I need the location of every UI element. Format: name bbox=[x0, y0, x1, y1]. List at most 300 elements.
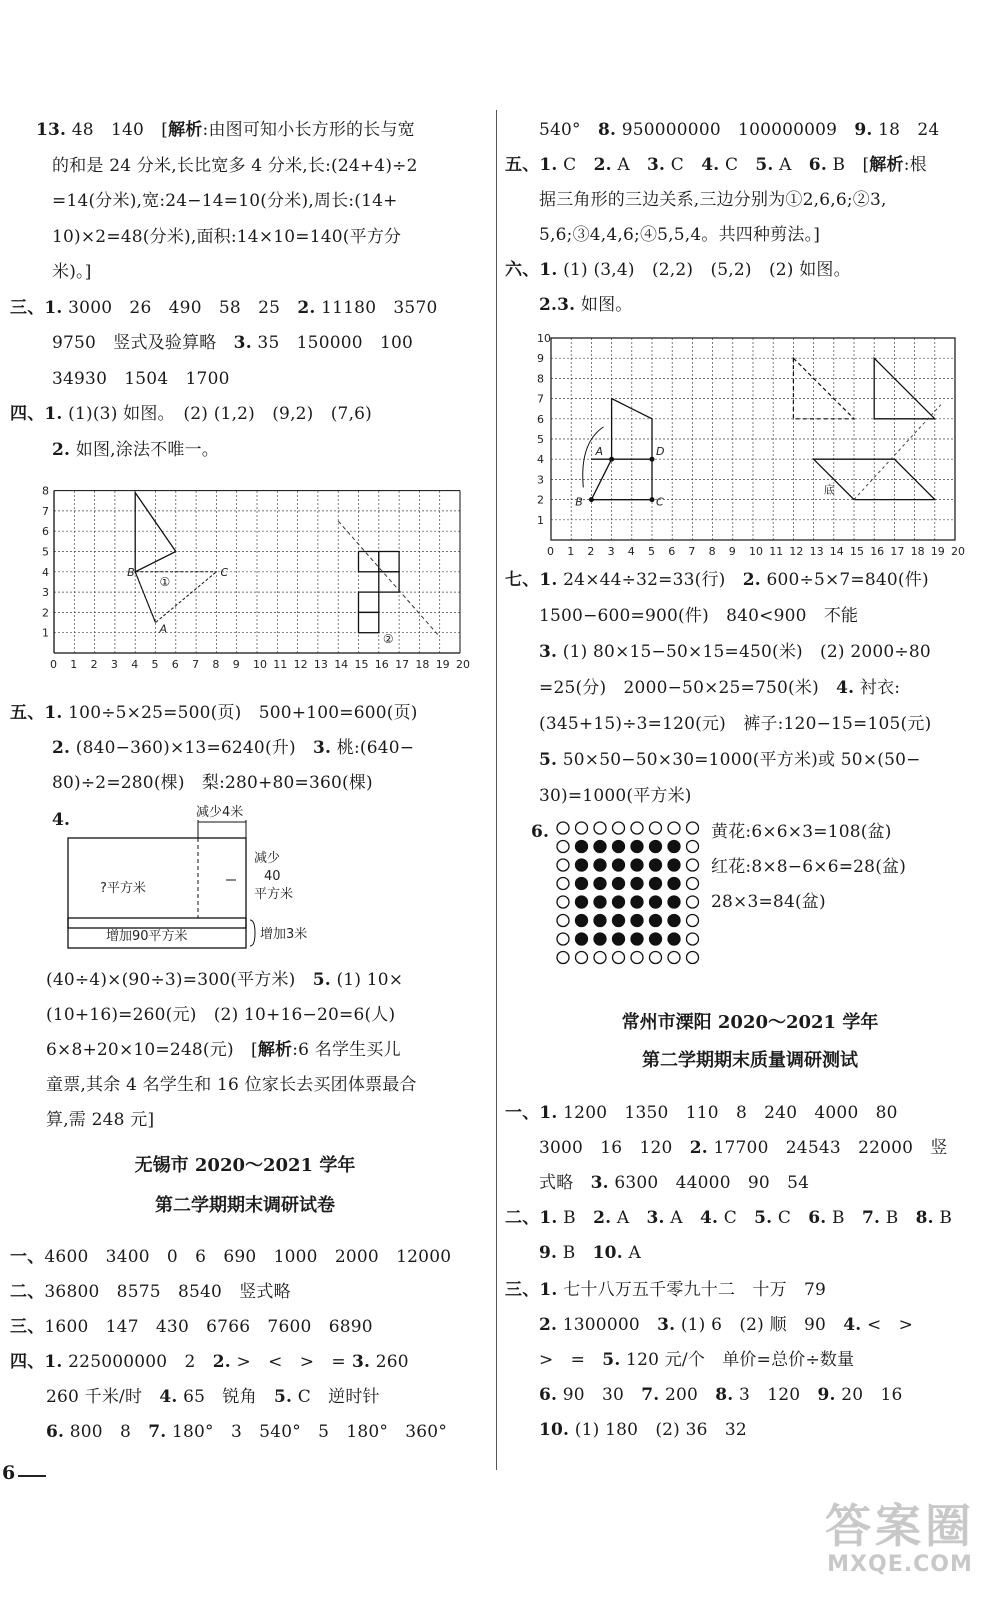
y-tick-label: 4 bbox=[42, 565, 49, 579]
answer-text: B bbox=[557, 1243, 593, 1263]
flower-calc-line: 黄花:6×6×3=108(盆) bbox=[711, 822, 892, 842]
answer-text: =25(分) 2000−50×25=750(米) bbox=[539, 678, 837, 698]
question-number: 5. bbox=[602, 1350, 621, 1370]
question-number: 七、1. bbox=[505, 570, 558, 590]
question-number: 一、 bbox=[10, 1247, 45, 1267]
empty-dot bbox=[687, 859, 699, 871]
x-tick-label: 1 bbox=[567, 545, 575, 558]
answer-text: 6×8+20×10=248(元) [ bbox=[46, 1040, 258, 1060]
x-tick-label: 18 bbox=[910, 545, 925, 558]
point-a bbox=[609, 457, 614, 462]
increase-height-label: 增加3米 bbox=[260, 927, 308, 942]
answer-text: 1600 147 430 6766 7600 6890 bbox=[44, 1317, 373, 1337]
question-number: 3. bbox=[590, 1173, 609, 1193]
answer-text: 225000000 2 bbox=[62, 1352, 213, 1372]
question-number: 4. bbox=[699, 1208, 719, 1228]
x-tick-label: 14 bbox=[829, 545, 844, 558]
answer-line bbox=[539, 225, 820, 245]
answer-text: 11180 3570 bbox=[315, 297, 438, 318]
answer-text: 米)。] bbox=[52, 262, 92, 282]
empty-dot bbox=[613, 822, 625, 834]
square-cell bbox=[379, 572, 399, 592]
filled-dot bbox=[613, 896, 625, 908]
answer-line bbox=[539, 606, 858, 626]
answer-text: 35 150000 100 bbox=[251, 333, 414, 353]
answer-text: C 逆时针 bbox=[292, 1387, 380, 1407]
empty-dot bbox=[557, 952, 569, 964]
point-label-b: B bbox=[127, 565, 135, 579]
answer-text: 1200 1350 110 8 240 4000 80 bbox=[557, 1103, 898, 1123]
empty-dot bbox=[576, 952, 588, 964]
answer-text: B bbox=[880, 1208, 916, 1228]
answer-text: 1300000 bbox=[557, 1315, 658, 1335]
point-label-c: C bbox=[220, 565, 229, 579]
filled-dot bbox=[594, 859, 606, 871]
answer-text: 童票,其余 4 名学生和 16 位家长去买团体票最合 bbox=[46, 1075, 417, 1095]
answer-line bbox=[46, 1110, 154, 1130]
answer-text: (840−360)×13=6240(升) bbox=[70, 738, 314, 758]
y-tick-label: 1 bbox=[537, 513, 544, 527]
question-number: 7. bbox=[148, 1422, 167, 1442]
answer-text: 如图。 bbox=[575, 295, 633, 315]
y-tick-label: 3 bbox=[537, 473, 544, 487]
y-tick-label: 10 bbox=[537, 332, 551, 345]
filled-dot bbox=[594, 878, 606, 890]
y-tick-label: 4 bbox=[537, 453, 544, 467]
question-number: 解析 bbox=[869, 155, 904, 175]
question-number: 8. bbox=[715, 1385, 734, 1405]
answer-text: 七十八万五千零九十二 十万 79 bbox=[557, 1280, 826, 1300]
question-number: 四、1. bbox=[10, 1352, 63, 1372]
filled-dot bbox=[576, 896, 588, 908]
answer-text: > = bbox=[539, 1350, 603, 1370]
page-number-dash bbox=[18, 1475, 46, 1477]
answer-line bbox=[539, 1173, 809, 1193]
filled-dot bbox=[668, 896, 680, 908]
filled-dot bbox=[631, 933, 643, 945]
answer-text: (1) 180 (2) 36 32 bbox=[569, 1420, 747, 1440]
question-number: 五、1. bbox=[505, 155, 558, 175]
section-title: 常州市溧阳 2020～2021 学年 bbox=[621, 1012, 879, 1033]
x-tick-label: 20 bbox=[456, 658, 470, 671]
base-label: 底 bbox=[823, 483, 835, 497]
answer-line bbox=[10, 1317, 373, 1337]
answer-text: B bbox=[933, 1208, 953, 1228]
answer-text: 120 元/个 单价=总价÷数量 bbox=[620, 1350, 855, 1370]
answer-line bbox=[505, 260, 851, 280]
y-tick-label: 7 bbox=[537, 392, 544, 406]
x-tick-label: 6 bbox=[171, 658, 179, 671]
x-tick-label: 20 bbox=[951, 545, 965, 558]
answer-text: A bbox=[611, 155, 648, 175]
x-tick-label: 19 bbox=[930, 545, 945, 558]
question-number: 5. bbox=[312, 970, 331, 990]
region-label-2: ② bbox=[382, 631, 394, 646]
x-tick-label: 2 bbox=[90, 658, 98, 671]
filled-dot bbox=[576, 841, 588, 853]
area-unknown-label: ?平方米 bbox=[100, 881, 146, 896]
question-number: 2. bbox=[52, 738, 71, 758]
filled-dot bbox=[650, 933, 662, 945]
x-tick-label: 9 bbox=[232, 658, 240, 671]
answer-line bbox=[539, 1315, 913, 1335]
filled-dot bbox=[650, 859, 662, 871]
coordinate-grid-figure bbox=[36, 485, 476, 680]
answer-text: 260 千米/时 bbox=[46, 1387, 160, 1407]
increase-area-label: 增加90平方米 bbox=[106, 929, 188, 944]
answer-text: C bbox=[718, 1208, 755, 1228]
x-tick-label: 8 bbox=[212, 658, 220, 671]
answer-text: (1) 6 (2) 顺 90 bbox=[675, 1315, 844, 1335]
question-number: 3. bbox=[646, 1208, 665, 1228]
question-number: 6. bbox=[46, 1422, 65, 1442]
answer-line bbox=[10, 1282, 291, 1302]
answer-line bbox=[539, 1243, 641, 1263]
x-tick-label: 3 bbox=[110, 658, 118, 671]
question-number: 三、 bbox=[10, 1317, 45, 1337]
answer-line bbox=[539, 1350, 854, 1370]
answer-text: 50×50−50×30=1000(平方米)或 50×(50− bbox=[557, 750, 921, 770]
answer-text: < > bbox=[861, 1315, 914, 1335]
x-tick-label: 4 bbox=[131, 658, 139, 671]
answer-text: A bbox=[664, 1208, 700, 1228]
answer-line bbox=[539, 678, 900, 698]
empty-dot bbox=[687, 915, 699, 927]
x-tick-label: 15 bbox=[354, 658, 369, 671]
answer-text: 3000 16 120 bbox=[539, 1138, 690, 1158]
answer-text: 65 锐角 bbox=[177, 1387, 274, 1407]
x-tick-label: 18 bbox=[415, 658, 430, 671]
answer-text: (1) (3,4) (2,2) (5,2) (2) 如图。 bbox=[557, 260, 851, 280]
watermark-url: MXQE.COM bbox=[827, 1552, 973, 1577]
empty-dot bbox=[631, 822, 643, 834]
question-number: 6. bbox=[531, 822, 550, 842]
dashed-triangle bbox=[793, 358, 854, 419]
question-number: 2.3. bbox=[539, 295, 576, 315]
filled-dot bbox=[631, 896, 643, 908]
answer-text: (1)(3) 如图。 (2) (1,2) (9,2) (7,6) bbox=[62, 404, 373, 424]
answer-line bbox=[52, 191, 398, 211]
question-number: 13. bbox=[36, 120, 67, 140]
question-number: 9. bbox=[854, 120, 873, 140]
question-number: 2. bbox=[297, 297, 316, 318]
reduce-value: 40 bbox=[264, 869, 281, 884]
empty-dot bbox=[557, 859, 569, 871]
filled-dot bbox=[594, 841, 606, 853]
question-number: 4. bbox=[836, 678, 855, 698]
answer-line bbox=[539, 295, 633, 315]
question-number: 4. bbox=[159, 1387, 178, 1407]
filled-dot bbox=[668, 933, 680, 945]
filled-dot bbox=[631, 841, 643, 853]
answer-text: C bbox=[719, 155, 756, 175]
empty-dot bbox=[687, 878, 699, 890]
empty-dot bbox=[557, 878, 569, 890]
question-number: 9. bbox=[817, 1385, 836, 1405]
filled-dot bbox=[576, 915, 588, 927]
answer-text: 200 bbox=[659, 1385, 716, 1405]
x-tick-label: 4 bbox=[627, 545, 635, 558]
answer-line bbox=[10, 1247, 451, 1267]
answer-line bbox=[539, 714, 931, 734]
question-number: 四、1. bbox=[10, 404, 63, 424]
x-tick-label: 10 bbox=[749, 545, 763, 558]
empty-dot bbox=[687, 933, 699, 945]
watermark-logo bbox=[810, 1500, 990, 1592]
answer-text: B bbox=[557, 1208, 594, 1228]
point-label-d: D bbox=[656, 445, 665, 459]
question-number: 2. bbox=[593, 1208, 612, 1228]
x-tick-label: 11 bbox=[769, 545, 784, 558]
answer-text: C bbox=[557, 155, 594, 175]
question-number: 6. bbox=[808, 155, 827, 175]
answer-text: 800 8 bbox=[64, 1422, 149, 1442]
x-tick-label: 14 bbox=[334, 658, 349, 671]
answer-line bbox=[52, 773, 373, 793]
y-tick-label: 3 bbox=[42, 586, 49, 600]
answer-line bbox=[46, 970, 403, 990]
square-cell bbox=[359, 612, 379, 632]
point-d bbox=[650, 457, 655, 462]
filled-dot bbox=[631, 878, 643, 890]
y-tick-label: 2 bbox=[537, 493, 544, 507]
x-tick-label: 17 bbox=[395, 658, 410, 671]
answer-text: :根 bbox=[903, 155, 927, 175]
answer-text: A bbox=[611, 1208, 647, 1228]
answer-line bbox=[539, 1138, 948, 1158]
section-subtitle: 第二学期期末调研试卷 bbox=[155, 1195, 335, 1216]
reduce-unit: 平方米 bbox=[254, 887, 294, 902]
point-b bbox=[589, 497, 594, 502]
x-tick-label: 13 bbox=[809, 545, 824, 558]
watermark-text: 答案圈 bbox=[825, 1499, 975, 1553]
answer-line bbox=[46, 1387, 380, 1407]
square-cell bbox=[359, 592, 379, 612]
x-tick-label: 2 bbox=[587, 545, 595, 558]
filled-dot bbox=[668, 915, 680, 927]
empty-dot bbox=[687, 896, 699, 908]
empty-dot bbox=[650, 822, 662, 834]
x-tick-label: 3 bbox=[607, 545, 615, 558]
x-tick-label: 0 bbox=[547, 545, 554, 558]
filled-dot bbox=[613, 841, 625, 853]
answer-text: 10)×2=48(分米),面积:14×10=140(平方分 bbox=[52, 226, 402, 247]
question-number: 3. bbox=[233, 333, 252, 353]
question-number: 2. bbox=[212, 1352, 231, 1372]
answer-text: 18 24 bbox=[872, 120, 940, 140]
question-number: 5. bbox=[273, 1387, 293, 1407]
filled-dot bbox=[631, 859, 643, 871]
region-label-1: ① bbox=[159, 575, 171, 590]
question-number: 二、1. bbox=[505, 1208, 558, 1228]
answer-text: B [ bbox=[826, 155, 870, 175]
answer-line bbox=[539, 1420, 747, 1440]
empty-dot bbox=[687, 841, 699, 853]
answer-line bbox=[539, 642, 931, 662]
x-tick-label: 17 bbox=[890, 545, 905, 558]
x-tick-label: 15 bbox=[850, 545, 864, 558]
answer-text: 260 bbox=[370, 1352, 409, 1372]
x-tick-label: 5 bbox=[648, 545, 655, 558]
answer-line bbox=[505, 1208, 952, 1228]
answer-text: 34930 1504 1700 bbox=[52, 368, 230, 389]
section-title: 无锡市 2020～2021 学年 bbox=[134, 1155, 356, 1176]
filled-dot bbox=[650, 915, 662, 927]
empty-dot bbox=[557, 841, 569, 853]
empty-dot bbox=[557, 896, 569, 908]
question-number: 3. bbox=[647, 155, 666, 175]
flower-calc-line: 红花:8×8−6×6=28(盆) bbox=[711, 857, 907, 877]
answer-text: 950000000 100000009 bbox=[616, 120, 855, 140]
answer-line bbox=[539, 786, 692, 806]
y-tick-label: 2 bbox=[42, 606, 49, 620]
column-divider bbox=[496, 110, 497, 1470]
question-number: 5. bbox=[755, 155, 774, 175]
question-number: 3. bbox=[539, 642, 558, 662]
empty-dot bbox=[576, 822, 588, 834]
answer-text: :由图可知小长方形的长与宽 bbox=[202, 120, 415, 140]
x-tick-label: 7 bbox=[688, 545, 696, 558]
point-c bbox=[650, 497, 655, 502]
filled-dot bbox=[613, 878, 625, 890]
question-number: 4. bbox=[701, 155, 720, 175]
filled-dot bbox=[631, 915, 643, 927]
y-tick-label: 5 bbox=[42, 545, 49, 559]
question-number: 2. bbox=[689, 1138, 708, 1158]
answer-line bbox=[10, 298, 437, 318]
answer-text: 600÷5×7=840(件) bbox=[760, 570, 929, 590]
y-tick-label: 8 bbox=[537, 372, 544, 386]
answer-text: A bbox=[622, 1243, 641, 1263]
x-tick-label: 9 bbox=[728, 545, 736, 558]
answer-text: 桃:(640− bbox=[331, 738, 415, 758]
answer-line bbox=[46, 1422, 447, 1442]
x-tick-label: 12 bbox=[293, 658, 308, 671]
question-number: 三、1. bbox=[505, 1280, 558, 1300]
answer-line bbox=[10, 703, 418, 723]
answer-text: (1) 80×15−50×15=450(米) (2) 2000÷80 bbox=[557, 642, 931, 662]
answer-text: 90 30 bbox=[557, 1385, 642, 1405]
question-number: 9. bbox=[539, 1243, 558, 1263]
question-number: 7. bbox=[861, 1208, 881, 1228]
filled-dot bbox=[613, 859, 625, 871]
question-number: 六、1. bbox=[505, 260, 558, 280]
answer-text: 据三角形的三边关系,三边分别为①2,6,6;②3, bbox=[539, 190, 887, 210]
filled-dot bbox=[594, 933, 606, 945]
filled-dot bbox=[650, 841, 662, 853]
filled-dot bbox=[668, 878, 680, 890]
question-number: 6. bbox=[808, 1208, 827, 1228]
answer-line bbox=[36, 120, 415, 140]
answer-text: 式略 bbox=[539, 1173, 591, 1193]
question-number: 5. bbox=[754, 1208, 773, 1228]
symmetry-axis bbox=[338, 521, 440, 637]
filled-dot bbox=[668, 859, 680, 871]
page-number: 6 bbox=[2, 1462, 16, 1484]
point-label-a: A bbox=[595, 445, 603, 459]
y-tick-label: 6 bbox=[42, 525, 49, 539]
y-tick-label: 1 bbox=[42, 626, 49, 640]
empty-dot bbox=[687, 952, 699, 964]
section-subtitle: 第二学期期末质量调研测试 bbox=[642, 1050, 858, 1071]
answer-line bbox=[505, 570, 929, 590]
empty-dot bbox=[557, 933, 569, 945]
answer-text: 17700 24543 22000 竖 bbox=[707, 1138, 948, 1158]
question-number: 3. bbox=[657, 1315, 676, 1335]
answer-line bbox=[539, 1385, 903, 1405]
answer-line bbox=[539, 750, 921, 770]
filled-dot bbox=[576, 859, 588, 871]
x-tick-label: 0 bbox=[50, 658, 57, 671]
square-cell bbox=[379, 552, 399, 572]
answer-text: 4600 3400 0 6 690 1000 2000 12000 bbox=[44, 1247, 452, 1267]
empty-dot bbox=[650, 952, 662, 964]
answer-line bbox=[505, 1280, 826, 1300]
rectangle-diagram bbox=[60, 800, 360, 950]
question-number: 2. bbox=[742, 570, 761, 590]
answer-text: 180° 3 540° 5 180° 360° bbox=[166, 1422, 448, 1442]
answer-text: 的和是 24 分米,长比宽多 4 分米,长:(24+4)÷2 bbox=[52, 155, 418, 176]
y-tick-label: 8 bbox=[42, 484, 49, 498]
answer-line bbox=[52, 369, 230, 389]
empty-dot bbox=[557, 822, 569, 834]
x-tick-label: 6 bbox=[668, 545, 676, 558]
filled-dot bbox=[613, 915, 625, 927]
answer-text: 30)=1000(平方米) bbox=[539, 786, 692, 806]
dot-grid-figure bbox=[555, 820, 715, 970]
answer-text: 20 16 bbox=[835, 1385, 903, 1405]
answer-line bbox=[52, 738, 414, 758]
answer-text: (345+15)÷3=120(元) 裤子:120−15=105(元) bbox=[539, 714, 932, 734]
empty-dot bbox=[668, 952, 680, 964]
answer-text: 6300 44000 90 54 bbox=[608, 1173, 810, 1193]
question-number: 5. bbox=[539, 750, 558, 770]
filled-dot bbox=[650, 896, 662, 908]
question-number: 10. bbox=[539, 1420, 570, 1440]
x-tick-label: 11 bbox=[273, 658, 288, 671]
point-label-b: B bbox=[575, 495, 583, 509]
y-tick-label: 7 bbox=[42, 504, 49, 518]
answer-text: 衬衣: bbox=[854, 678, 901, 698]
x-tick-label: 16 bbox=[870, 545, 885, 558]
empty-dot bbox=[668, 822, 680, 834]
question-number: 解析 bbox=[257, 1040, 293, 1060]
answer-text: 3000 26 490 58 25 bbox=[62, 297, 298, 318]
empty-dot bbox=[557, 915, 569, 927]
answer-text: 算,需 248 元] bbox=[46, 1110, 155, 1130]
answer-line bbox=[52, 156, 418, 176]
x-tick-label: 5 bbox=[151, 658, 159, 671]
answer-text: 9750 竖式及验算略 bbox=[52, 333, 234, 353]
empty-dot bbox=[594, 952, 606, 964]
question-number: 五、1. bbox=[10, 703, 63, 723]
filled-dot bbox=[594, 896, 606, 908]
question-number: 4. bbox=[843, 1315, 862, 1335]
answer-text: 540° bbox=[539, 120, 598, 140]
answer-text: 1500−600=900(件) 840<900 不能 bbox=[539, 606, 859, 626]
answer-text: 3 120 bbox=[733, 1385, 818, 1405]
y-tick-label: 6 bbox=[537, 412, 544, 426]
answer-line bbox=[46, 1040, 401, 1060]
question-number: 2. bbox=[593, 155, 612, 175]
answer-line bbox=[52, 440, 219, 460]
question-number: 二、 bbox=[10, 1282, 45, 1302]
filled-dot bbox=[650, 878, 662, 890]
answer-text: =14(分米),宽:24−14=10(分米),周长:(14+ bbox=[52, 191, 398, 211]
x-tick-label: 13 bbox=[313, 658, 328, 671]
answer-text: (1) 10× bbox=[330, 970, 404, 990]
x-tick-label: 16 bbox=[374, 658, 389, 671]
